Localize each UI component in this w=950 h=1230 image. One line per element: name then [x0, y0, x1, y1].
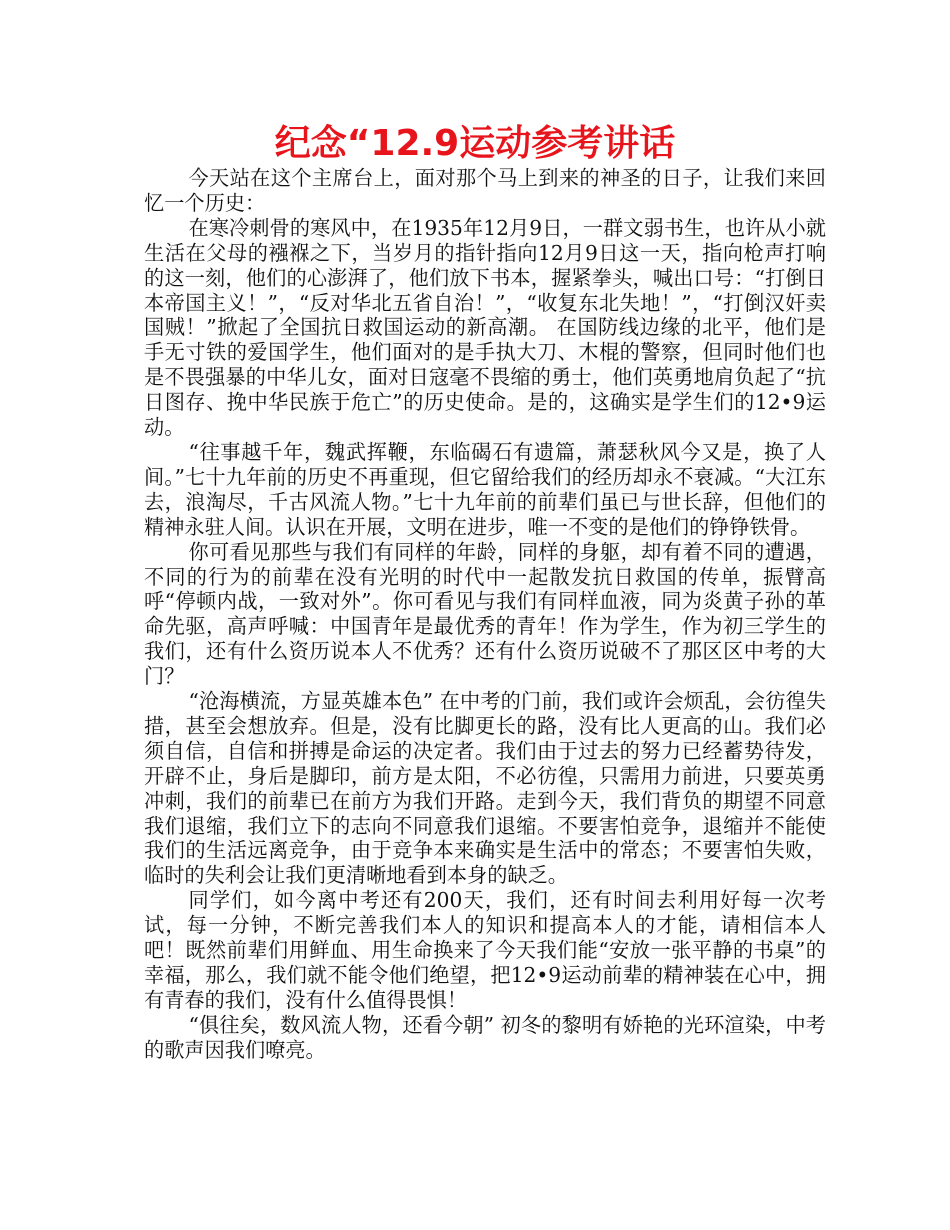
paragraph-2: 在寒冷刺骨的寒风中，在1935年12月9日，一群文弱书生，也许从小就生活在父母的襁褓之下，当岁月的指针指向12月9日这一天，指向枪声打响的这一刻，他们的心澎湃了，他们放下书本，握紧拳头，喊出口号：“打倒日本帝国主义！”，“反对华北五省自治！”，“收复东北失地！”，“打倒汉奸卖国贼！”掀起了全国抗日救国运动的新高潮。 在国防线边缘的北平，他们是手无寸铁的爱国学生，他们面对的是手执大刀、木棍的警察，但同时他们也是不畏强暴的中华儿女，面对日寇毫不畏缩的勇士，他们英勇地肩负起了“抗日图存、挽中华民族于危亡”的历史使命。是的，这确实是学生们的12•9运动。 [144, 215, 826, 440]
page-title: 纪念“12.9运动参考讲话 [274, 123, 676, 164]
paragraph-7: “俱往矣，数风流人物，还看今朝” 初冬的黎明有娇艳的光环渲染，中考的歌声因我们嘹亮。 [144, 1012, 826, 1062]
paragraph-5: “沧海横流，方显英雄本色” 在中考的门前，我们或许会烦乱，会彷徨失措，甚至会想放弃。但是，没有比脚更长的路，没有比人更高的山。我们必须自信，自信和拼搏是命运的决定者。我们由于过去的努力已经蓄势待发，开辟不止，身后是脚印，前方是太阳，不必彷徨，只需用力前进，只要英勇冲刺，我们的前辈已在前方为我们开路。走到今天，我们背负的期望不同意我们退缩，我们立下的志向不同意我们退缩。不要害怕竞争，退缩并不能使我们的生活远离竞争，由于竞争本来确实是生活中的常态；不要害怕失败，临时的失利会让我们更清晰地看到本身的缺乏。 [144, 689, 826, 888]
paragraph-4: 你可看见那些与我们有同样的年龄，同样的身躯，却有着不同的遭遇，不同的行为的前辈在没有光明的时代中一起散发抗日救国的传单，振臂高呼“停顿内战，一致对外”。你可看见与我们有同样血液，同为炎黄子孙的革命先驱，高声呼喊：中国青年是最优秀的青年！作为学生，作为初三学生的我们，还有什么资历说本人不优秀？还有什么资历说破不了那区区中考的大门？ [144, 539, 826, 689]
paragraph-1: 今天站在这个主席台上，面对那个马上到来的神圣的日子，让我们来回忆一个历史： [144, 166, 826, 215]
paragraph-6: 同学们，如今离中考还有200天，我们，还有时间去利用好每一次考试，每一分钟，不断完善我们本人的知识和提高本人的才能，请相信本人吧！既然前辈们用鲜血、用生命换来了今天我们能“安放一张平静的书桌”的幸福，那么，我们就不能令他们绝望，把12•9运动前辈的精神装在心中，拥有青春的我们，没有什么值得畏惧！ [144, 888, 826, 1012]
document-body [144, 166, 826, 1063]
paragraph-3: “往事越千年，魏武挥鞭，东临碣石有遗篇，萧瑟秋风今又是，换了人间。”七十九年前的历史不再重现，但它留给我们的经历却永不衰减。“大江东去，浪淘尽，千古风流人物。”七十九年前的前辈们虽已与世长辞，但他们的精神永驻人间。认识在开展，文明在进步，唯一不变的是他们的铮铮铁骨。 [144, 439, 826, 539]
